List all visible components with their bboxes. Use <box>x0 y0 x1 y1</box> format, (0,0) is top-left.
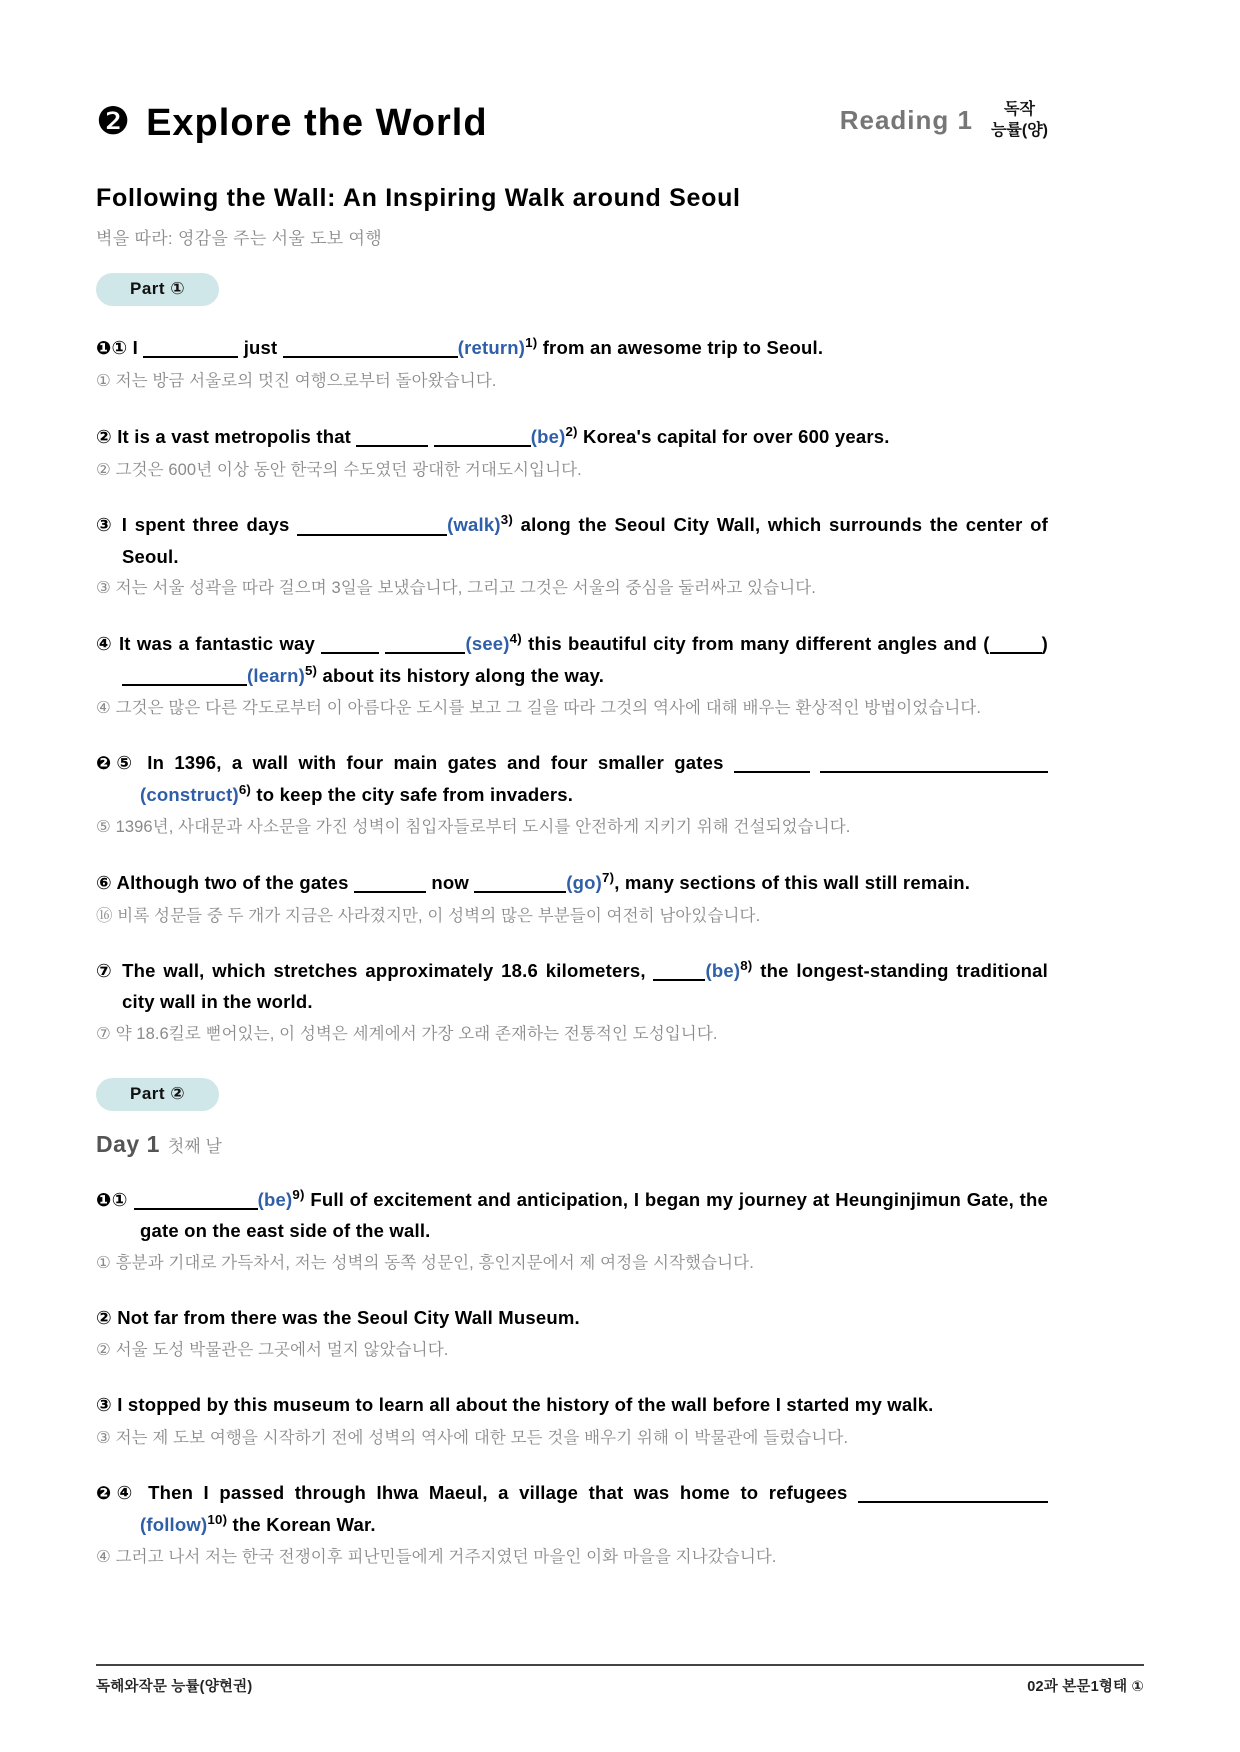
sentence-number: ③ <box>96 1395 112 1417</box>
sentence-text: this beautiful city from many different angles and ( <box>521 633 990 655</box>
sentence-text: Then I passed through Ihwa Maeul, a village that was home to refugees <box>148 1481 858 1503</box>
sentence-text: from an awesome trip to Seoul. <box>537 337 824 359</box>
part-2-pill: Part ② <box>96 1078 219 1111</box>
footnote-marker: 7) <box>602 869 615 885</box>
sentence-block <box>96 628 1048 722</box>
sentence-text: The wall, which stretches approximately 18.6 kilometers, <box>122 960 654 982</box>
page-content <box>96 0 1048 1570</box>
footnote-marker: 4) <box>509 631 522 647</box>
sentence-english <box>96 867 1048 899</box>
verb-hint: (see) <box>465 633 510 655</box>
sentence-number: ④ <box>96 634 113 656</box>
sentence-number: ② <box>96 426 112 448</box>
sentence-text: I stopped by this museum to learn all about the history of the wall before I started my walk. <box>117 1394 934 1416</box>
verb-hint: (construct) <box>140 783 239 805</box>
sentence-text: now <box>425 871 475 893</box>
chapter-title: Explore the World <box>146 102 488 144</box>
verb-hint: (walk) <box>447 514 501 536</box>
sentence-block <box>96 1303 1048 1365</box>
sentence-korean: ③ 저는 제 도보 여행을 시작하기 전에 성벽의 역사에 대한 모든 것을 배우기 위해 이 박물관에 들렀습니다. <box>96 1429 849 1447</box>
page-header <box>96 78 1048 142</box>
sentence-text: about its history along the way. <box>317 665 605 687</box>
sentence-text: It is a vast metropolis that <box>117 425 357 447</box>
sentence-text <box>810 752 820 773</box>
sentence-english <box>96 1184 1048 1246</box>
sentence-english <box>96 1478 1048 1540</box>
sentence-text: Full of excitement and anticipation, I began my journey at Heunginjimun Gate, the gate on the east side of the wall. <box>140 1189 1048 1241</box>
footnote-marker: 9) <box>292 1186 305 1202</box>
day-heading <box>96 1131 1048 1158</box>
textbook-badge-line2: 능률(양) <box>990 122 1048 140</box>
sentence-korean: ④ 그러고 나서 저는 한국 전쟁이후 피난민들에게 거주지였던 마을인 이화 마을을 지나갔습니다. <box>96 1547 777 1566</box>
sentence-number: ① <box>111 338 128 360</box>
answer-blank[interactable] <box>143 340 238 358</box>
footer-left-text: 독해와작문 능률(양현권) <box>96 1679 253 1695</box>
sentence-korean: ② 그것은 600년 이상 동안 한국의 수도였던 광대한 거대도시입니다. <box>96 460 582 479</box>
sentence-korean: ⑤ 1396년, 사대문과 사소문을 가진 성벽이 침입자들로부터 도시를 안전하게 지키기 위해 건설되었습니다. <box>96 817 851 836</box>
footer-right-text: 02과 본문1형태 ① <box>1027 1679 1144 1695</box>
sentence-number: ⑦ <box>96 961 115 983</box>
sentence-block <box>96 955 1048 1048</box>
sentence-number: ⑥ <box>96 872 112 894</box>
answer-blank[interactable] <box>356 429 428 447</box>
sentence-text: Not far from there was the Seoul City Wall Museum. <box>117 1306 580 1328</box>
sentence-korean: ① 흥분과 기대로 가득차서, 저는 성벽의 동쪽 성문인, 흥인지문에서 제 여정을 시작했습니다. <box>96 1253 754 1272</box>
verb-hint: (be) <box>530 425 566 447</box>
part-2-sentence-list <box>96 1184 1048 1570</box>
verb-hint: (be) <box>257 1189 293 1210</box>
sentence-number: ④ <box>116 1482 138 1504</box>
day-label-korean: 첫째 날 <box>167 1136 222 1156</box>
verb-hint: (return) <box>457 337 526 359</box>
sentence-text: the longest-standing traditional city wall in the world. <box>122 960 1048 1013</box>
sentence-english <box>96 955 1048 1017</box>
header-right-group <box>840 99 1048 142</box>
sentence-number: ⑤ <box>116 752 138 774</box>
footnote-marker: 5) <box>304 663 318 679</box>
day-label: Day 1 <box>96 1130 160 1157</box>
sentence-block <box>96 748 1048 841</box>
answer-blank[interactable] <box>122 668 247 686</box>
sentence-text: , many sections of this wall still remain. <box>614 871 971 893</box>
footnote-marker: 8) <box>740 958 753 974</box>
verb-hint: (be) <box>705 960 741 982</box>
sentence-text: just <box>238 337 283 359</box>
answer-blank[interactable] <box>385 636 465 654</box>
sentence-english <box>96 1303 1048 1334</box>
sentence-block <box>96 1184 1048 1277</box>
sentence-text: I <box>132 337 144 359</box>
sentence-english <box>96 332 1048 364</box>
chapter-number-badge: ❷ <box>96 99 131 143</box>
sentence-korean: ⑯ 비록 성문들 중 두 개가 지금은 사라졌지만, 이 성벽의 많은 부분들이 여전히 남아있습니다. <box>96 906 761 925</box>
sentence-korean: ③ 저는 서울 성곽을 따라 걸으며 3일을 보냈습니다, 그리고 그것은 서울의 중심을 둘러싸고 있습니다. <box>96 579 816 598</box>
verb-hint: (go) <box>566 871 602 893</box>
sentence-block <box>96 1390 1048 1452</box>
part-1-sentence-list <box>96 332 1048 1048</box>
answer-blank[interactable] <box>990 636 1042 654</box>
sentence-korean: ① 저는 방금 서울로의 멋진 여행으로부터 돌아왔습니다. <box>96 372 497 391</box>
sentence-number: ③ <box>96 515 115 537</box>
sentence-text: I spent three days <box>121 514 298 536</box>
sentence-korean: ② 서울 도성 박물관은 그곳에서 멀지 않았습니다. <box>96 1341 449 1360</box>
answer-blank[interactable] <box>653 963 705 981</box>
sentence-block <box>96 332 1048 395</box>
sentence-text: along the Seoul City Wall, which surrounds the center of Seoul. <box>122 514 1048 567</box>
page-subtitle-korean: 벽을 따라: 영감을 주는 서울 도보 여행 <box>96 229 382 248</box>
answer-blank[interactable] <box>134 1192 258 1210</box>
answer-blank[interactable] <box>321 636 379 654</box>
answer-blank[interactable] <box>354 875 426 893</box>
sentence-block <box>96 1478 1048 1571</box>
answer-blank[interactable] <box>474 875 566 893</box>
sentence-number: ① <box>111 1190 128 1211</box>
group-marker: ❶ <box>96 1190 112 1211</box>
page-title: Following the Wall: An Inspiring Walk around Seoul <box>96 184 741 212</box>
sentence-block <box>96 509 1048 602</box>
answer-blank[interactable] <box>820 755 1048 773</box>
page-footer <box>96 1664 1144 1696</box>
sentence-block <box>96 867 1048 930</box>
footnote-marker: 2) <box>565 423 578 439</box>
verb-hint: (learn) <box>247 665 305 687</box>
answer-blank[interactable] <box>734 755 810 773</box>
sentence-english <box>96 1390 1048 1421</box>
reading-label: Reading 1 <box>839 104 973 135</box>
sentence-text: ) <box>1041 633 1048 655</box>
sentence-number: ② <box>96 1307 112 1329</box>
sentence-block <box>96 421 1048 484</box>
sentence-text: to keep the city safe from invaders. <box>251 783 574 805</box>
sentence-english <box>96 421 1048 453</box>
answer-blank[interactable] <box>858 1485 1048 1503</box>
sentence-text: It was a fantastic way <box>118 633 322 655</box>
footnote-marker: 1) <box>525 335 538 350</box>
verb-hint: (follow) <box>140 1513 208 1535</box>
answer-blank[interactable] <box>434 429 531 447</box>
part-1-pill: Part ① <box>96 273 219 306</box>
sentence-text: Korea's capital for over 600 years. <box>577 425 890 447</box>
sentence-english <box>96 628 1048 691</box>
group-marker: ❶ <box>96 338 112 360</box>
sentence-text: Although two of the gates <box>116 871 354 893</box>
footnote-marker: 6) <box>238 781 252 797</box>
sentence-english <box>96 748 1048 810</box>
sentence-text: the Korean War. <box>227 1513 376 1535</box>
sentence-english <box>96 509 1048 571</box>
textbook-badge <box>991 99 1048 142</box>
answer-blank[interactable] <box>283 340 458 358</box>
sentence-text: In 1396, a wall with four main gates and four smaller gates <box>147 751 734 773</box>
sentence-korean: ⑦ 약 18.6킬로 뻗어있는, 이 성벽은 세계에서 가장 오래 존재하는 전통적인 도성입니다. <box>96 1025 718 1044</box>
textbook-badge-line1: 독작 <box>1004 100 1035 118</box>
answer-blank[interactable] <box>297 518 447 536</box>
group-marker: ❷ <box>96 1482 117 1504</box>
group-marker: ❷ <box>96 752 117 774</box>
footnote-marker: 3) <box>500 512 513 528</box>
sentence-korean: ④ 그것은 많은 다른 각도로부터 이 아름다운 도시를 보고 그 길을 따라 그것의 역사에 대해 배우는 환상적인 방법이었습니다. <box>96 699 982 718</box>
footnote-marker: 10) <box>207 1511 228 1527</box>
